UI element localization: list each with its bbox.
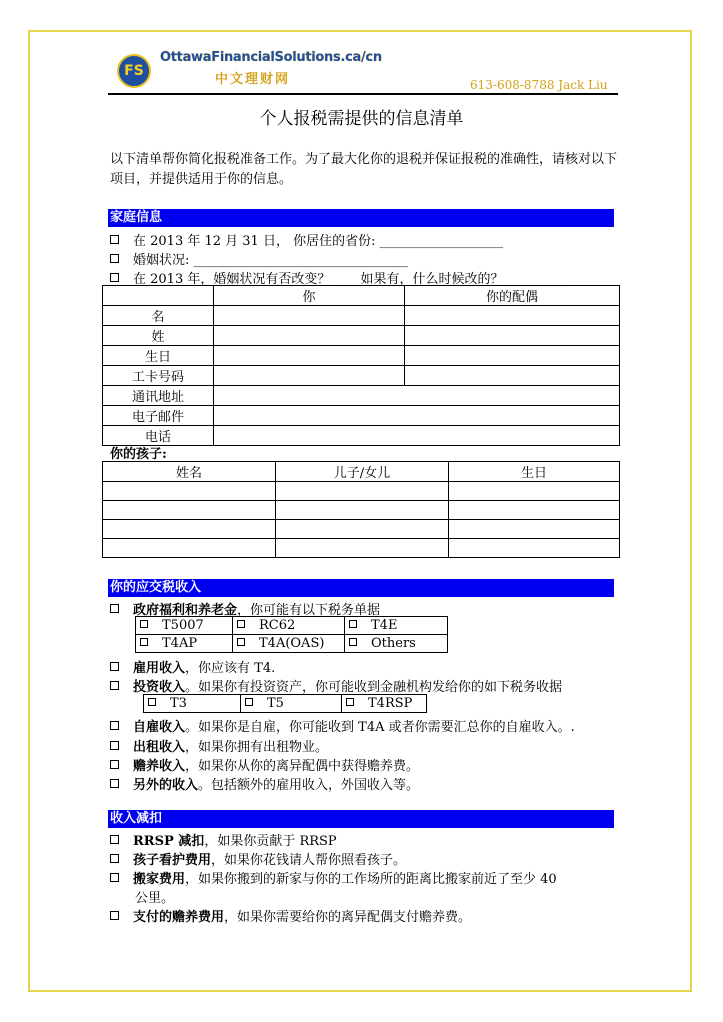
section-deductions-heading: 收入减扣 — [108, 810, 614, 828]
children-cell[interactable] — [449, 520, 620, 539]
children-cell[interactable] — [276, 501, 449, 520]
income-item-employment: 雇用收入，你应该有 T4. — [110, 657, 275, 676]
family-cell-spouse[interactable] — [405, 366, 620, 386]
family-cell-you[interactable] — [214, 346, 405, 366]
checkbox[interactable] — [110, 254, 119, 263]
family-col-spouse: 你的配偶 — [405, 286, 620, 306]
checkbox[interactable] — [110, 835, 119, 844]
checkbox[interactable] — [110, 681, 119, 690]
family-item-marital: 婚姻状况: _________________________________ — [110, 249, 408, 268]
family-cell-email[interactable] — [214, 406, 620, 426]
children-cell[interactable] — [449, 482, 620, 501]
income-item-other: 另外的收入。包括额外的雇用收入，外国收入等。 — [110, 774, 419, 793]
family-row-label: 通讯地址 — [103, 386, 214, 406]
children-table — [102, 461, 620, 558]
family-row-label: 生日 — [103, 346, 214, 366]
checkbox[interactable] — [349, 638, 357, 646]
section-family-heading: 家庭信息 — [108, 209, 614, 227]
checkbox[interactable] — [110, 662, 119, 671]
income-item-investment: 投资收入。如果你有投资资产，你可能收到金融机构发给你的如下税务收据 — [110, 676, 562, 695]
form-option: T3 — [144, 695, 241, 713]
family-table-corner — [103, 286, 214, 306]
checkbox[interactable] — [245, 698, 253, 706]
checkbox[interactable] — [140, 638, 148, 646]
checkbox[interactable] — [110, 604, 119, 613]
page-title: 个人报税需提供的信息清单 — [259, 109, 464, 129]
children-col-name: 姓名 — [103, 462, 276, 482]
form-option: Others — [345, 635, 448, 653]
family-table — [102, 285, 620, 446]
family-row-label: 电子邮件 — [103, 406, 214, 426]
family-cell-you[interactable] — [214, 366, 405, 386]
income-item-alimony: 赡养收入，如果你从你的离异配偶中获得赡养费。 — [110, 755, 419, 774]
form-option: T4AP — [136, 635, 233, 653]
government-forms-table — [135, 616, 448, 653]
checkbox[interactable] — [140, 620, 148, 628]
family-cell-spouse[interactable] — [405, 326, 620, 346]
form-option: T5007 — [136, 617, 233, 635]
children-cell[interactable] — [449, 539, 620, 558]
children-cell[interactable] — [449, 501, 620, 520]
family-row-label: 名 — [103, 306, 214, 326]
deduction-item-moving: 搬家费用，如果你搬到的新家与你的工作场所的距离比搬家前近了至少 40 — [110, 868, 557, 887]
logo-mark: FS — [117, 54, 151, 88]
family-cell-spouse[interactable] — [405, 346, 620, 366]
checkbox[interactable] — [110, 873, 119, 882]
family-cell-you[interactable] — [214, 306, 405, 326]
checkbox[interactable] — [148, 698, 156, 706]
deduction-item-childcare: 孩子看护费用，如果你花钱请人帮你照看孩子。 — [110, 849, 406, 868]
deduction-item-support: 支付的赡养费用，如果你需要给你的离异配偶支付赡养费。 — [110, 906, 471, 925]
family-item-province: 在 2013 年 12 月 31 日， 你居住的省份: ___________________ — [110, 230, 503, 249]
children-col-gender: 儿子/女儿 — [276, 462, 449, 482]
logo-english: OttawaFinancialSolutions.ca/cn — [160, 50, 382, 65]
form-option: T4E — [345, 617, 448, 635]
children-label: 你的孩子: — [110, 447, 167, 462]
form-option: T4A(OAS) — [233, 635, 345, 653]
contact-phone: 613-608-8788 Jack Liu — [470, 78, 608, 92]
deduction-item-moving-cont: 公里。 — [135, 891, 175, 906]
income-item-government: 政府福利和养老金，你可能有以下税务单据 — [110, 599, 380, 618]
investment-forms-table — [143, 694, 427, 713]
checkbox[interactable] — [110, 779, 119, 788]
children-cell[interactable] — [103, 501, 276, 520]
checkbox[interactable] — [346, 698, 354, 706]
form-option: RC62 — [233, 617, 345, 635]
family-cell-spouse[interactable] — [405, 306, 620, 326]
checkbox[interactable] — [237, 620, 245, 628]
section-income-heading: 你的应交税收入 — [108, 579, 614, 597]
form-option: T5 — [241, 695, 342, 713]
checkbox[interactable] — [237, 638, 245, 646]
checkbox[interactable] — [110, 854, 119, 863]
family-row-label: 姓 — [103, 326, 214, 346]
children-cell[interactable] — [276, 520, 449, 539]
children-cell[interactable] — [103, 520, 276, 539]
children-col-birthday: 生日 — [449, 462, 620, 482]
intro-text: 以下清单帮你简化报税准备工作。为了最大化你的退税并保证报税的准确性，请核对以下项目，并提供适用于你的信息。 — [110, 152, 618, 187]
checkbox[interactable] — [110, 273, 119, 282]
children-cell[interactable] — [276, 482, 449, 501]
checkbox[interactable] — [110, 235, 119, 244]
family-cell-you[interactable] — [214, 326, 405, 346]
checkbox[interactable] — [110, 911, 119, 920]
checkbox[interactable] — [349, 620, 357, 628]
logo-chinese: 中文理财网 — [215, 72, 291, 87]
income-item-self-employment: 自雇收入。如果你是自雇，你可能收到 T4A 或者你需要汇总你的自雇收入。. — [110, 716, 575, 735]
family-col-you: 你 — [214, 286, 405, 306]
checkbox[interactable] — [110, 760, 119, 769]
checkbox[interactable] — [110, 721, 119, 730]
income-item-rental: 出租收入，如果你拥有出租物业。 — [110, 736, 328, 755]
family-cell-address[interactable] — [214, 386, 620, 406]
children-cell[interactable] — [276, 539, 449, 558]
family-row-label: 电话 — [103, 426, 214, 446]
family-item-change: 在 2013 年，婚姻状况有否改变？ ____如果有，什么时候改的？ _________ — [110, 268, 566, 287]
family-row-label: 工卡号码 — [103, 366, 214, 386]
children-cell[interactable] — [103, 539, 276, 558]
checkbox[interactable] — [110, 741, 119, 750]
form-option: T4RSP — [342, 695, 427, 713]
family-cell-phone[interactable] — [214, 426, 620, 446]
children-cell[interactable] — [103, 482, 276, 501]
header-divider — [108, 93, 618, 95]
deduction-item-rrsp: RRSP 减扣，如果你贡献于 RRSP — [110, 830, 337, 849]
